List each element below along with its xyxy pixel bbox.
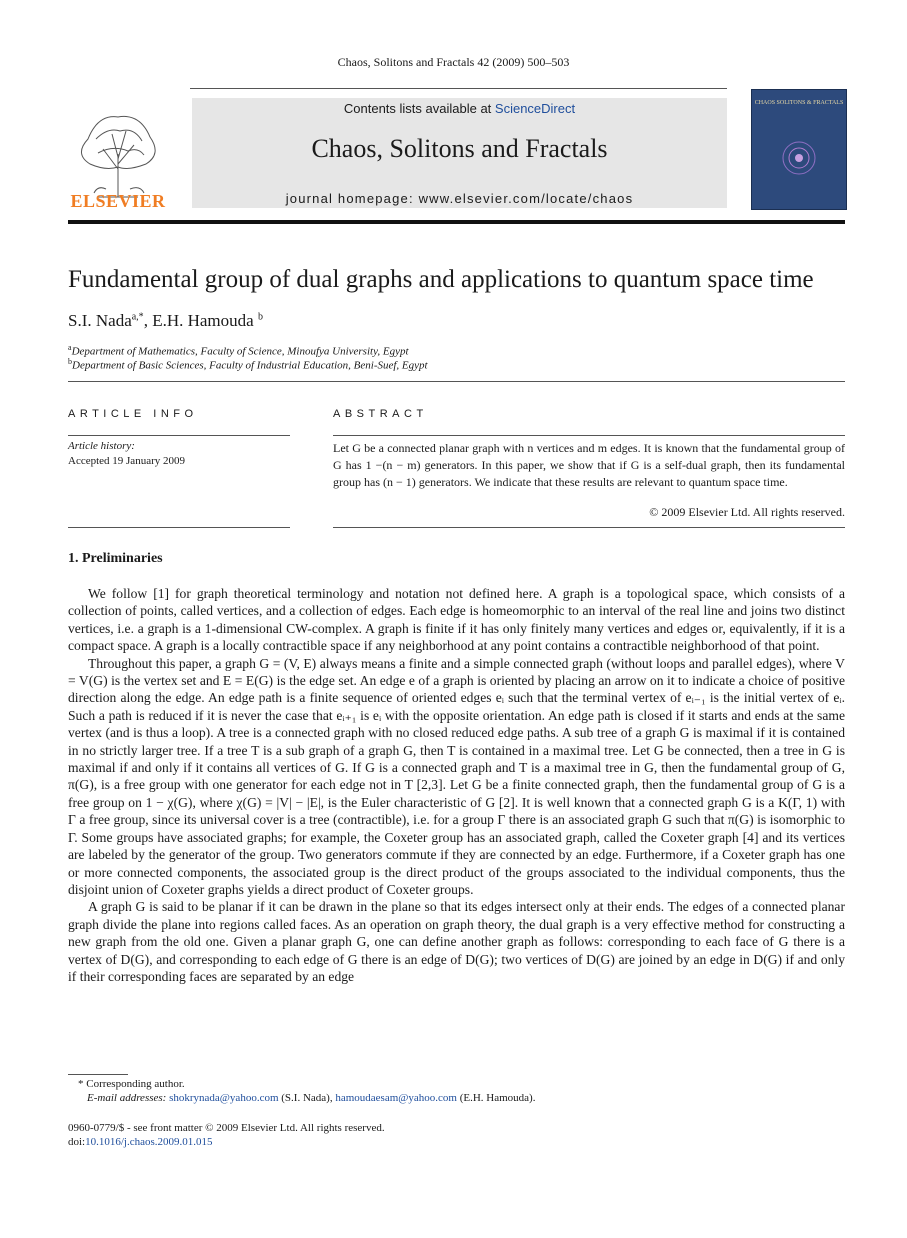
footnote-rule [68, 1074, 128, 1075]
header-top-rule [190, 88, 727, 89]
abstract-copyright: © 2009 Elsevier Ltd. All rights reserved. [649, 505, 845, 519]
info-rule-bottom [68, 527, 290, 528]
email-hamouda-owner: (E.H. Hamouda). [456, 1092, 536, 1104]
affiliation-a-text: Department of Mathematics, Faculty of Science, Minoufya University, Egypt [71, 345, 409, 358]
email-label: E-mail addresses: [87, 1092, 170, 1104]
abstract-rule-bottom [333, 527, 845, 528]
article-info-heading: ARTICLE INFO [68, 408, 198, 420]
doi-line [68, 1136, 213, 1148]
journal-homepage[interactable]: journal homepage: www.elsevier.com/locate/chaos [285, 191, 634, 206]
author-list [68, 311, 263, 331]
contents-prefix: Contents lists available at [343, 101, 495, 116]
header-thick-rule [68, 220, 845, 224]
body-paragraph-1: We follow [1] for graph theoretical terminology and notation not defined here. A graph is a topological space, which consists of a collection of points, called vertices, and a collection of edges. Each edge is homeomorphic to an interval of the real line and joins two distinct vertices, i.e. a graph is a 1-dimensional CW-complex. A graph is finite if it has only finitely many vertices and edges or, equivalently, if it is a compact space. A graph is a locally contractible space if any neighborhood at any point contains a contractible neighborhood of that point. [68, 586, 845, 654]
body-paragraph-2: Throughout this paper, a graph G = (V, E) always means a finite and a simple connected graph (without loops and parallel edges), where V = V(G) is the vertex set and E = E(G) is the edge set. An edge e of a graph is oriented by placing an arrow on it to indicate a choice of positive direction along the edge. An edge path is a finite sequence of oriented edges eᵢ such that the terminal vertex of eᵢ₋₁ is the initial vertex of eᵢ. Such a path is reduced if it is never the case that eᵢ₊₁ is eᵢ with the opposite orientation. An edge path is closed if it starts and ends at the same vertex (and is thus a loop). A tree is a connected graph with no closed reduced edge paths. A sub tree of a graph G is maximal if it is contained in no strictly larger tree. If a tree T is a sub graph of a graph G, then T is contained in a maximal tree. Let G be connected, then a tree in G is maximal if and only if it contains all vertices of G. If G is a connected graph and T is a maximal tree in G, then the fundamental group of G, π(G), is a free group with one generator for each edge not in T [2,3]. Let G be a finite connected graph, then the fundamental group of G is a free group on 1 − χ(G), where χ(G) = |V| − |E|, is the Euler characteristic of G [2]. It is well known that a connected graph G is a K(Γ, 1) with Γ a free group, since its universal cover is a tree (contractible), i.e. for a group Γ there is an associated graph G such that π(G) is isomorphic to Γ. Some groups have associated graphs; for example, the Coxeter group has an associated graph, called the Coxeter graph [4] and its vertices are labeled by the generator of the group. Two generators commute if they are connected by an edge. Furthermore, if a Coxeter graph has one or more connected components, the associated group is the direct product of the groups associated to the individual components, thus the disjoint union of Coxeter graphs yields a direct product of Coxeter groups. [68, 655, 845, 897]
affiliation-a-marker: a [68, 343, 72, 352]
affiliation-b [68, 357, 428, 372]
doi-link[interactable]: 10.1016/j.chaos.2009.01.015 [85, 1136, 213, 1148]
corresponding-author-note: * Corresponding author. [78, 1078, 185, 1090]
publisher-name: ELSEVIER [70, 191, 166, 211]
sciencedirect-link[interactable]: ScienceDirect [494, 101, 576, 116]
affiliation-b-marker: b [68, 357, 72, 366]
journal-citation: Chaos, Solitons and Fractals 42 (2009) 500–503 [337, 55, 570, 69]
journal-header-box [192, 98, 727, 208]
abstract-heading: ABSTRACT [333, 408, 428, 420]
body-paragraph-3: A graph G is said to be planar if it can be drawn in the plane so that its edges intersect only at their ends. The edges of a connected planar graph divide the plane into regions called faces. As an operation on graph theory, the dual graph is a very effective method for constructing a new graph from the old one. Given a planar graph G, one can define another graph as follows: corresponding to each face of G there is a vertex of D(G), and corresponding to each edge of G there is an edge of D(G); two vertices of D(G) are joined by an edge in D(G) if and only if their corresponding faces are separated by an edge [68, 899, 845, 984]
affiliation-a [68, 343, 409, 358]
cover-fractal-graphic [779, 138, 819, 178]
author-separator: , [143, 311, 153, 330]
email-nada-link[interactable]: shokrynada@yahoo.com [169, 1092, 279, 1104]
article-history-value: Accepted 19 January 2009 [68, 455, 185, 467]
email-nada-owner: (S.I. Nada), [278, 1092, 336, 1104]
email-footnote [87, 1092, 535, 1104]
journal-cover-image [751, 89, 847, 210]
abstract-rule-top [333, 435, 845, 436]
doi-label: doi: [68, 1136, 86, 1148]
author-hamouda: E.H. Hamouda [152, 311, 254, 330]
author-hamouda-affil[interactable]: b [257, 311, 263, 323]
affiliation-rule [68, 381, 845, 382]
affiliation-b-text: Department of Basic Sciences, Faculty of Industrial Education, Beni-Suef, Egypt [72, 359, 428, 372]
article-history-label: Article history: [68, 440, 135, 452]
section-heading-preliminaries: 1. Preliminaries [68, 551, 163, 566]
email-hamouda-link[interactable]: hamoudaesam@yahoo.com [335, 1092, 457, 1104]
author-nada-affil[interactable]: a,* [131, 311, 144, 323]
cover-title: CHAOS SOLITONS & FRACTALS [754, 100, 844, 106]
issn-line: 0960-0779/$ - see front matter © 2009 Elsevier Ltd. All rights reserved. [68, 1122, 385, 1134]
journal-name: Chaos, Solitons and Fractals [311, 134, 608, 163]
body-text [68, 585, 845, 985]
author-nada: S.I. Nada [68, 311, 132, 330]
abstract-text: Let G be a connected planar graph with n vertices and m edges. It is known that the fundamental group of G has 1 −(n − m) generators. In this paper, we show that if G is a self-dual graph, then its fundamental group has (n − 1) generators. We indicate that these results are relevant to quantum space time. [333, 441, 845, 489]
article-title: Fundamental group of dual graphs and applications to quantum space time [68, 266, 814, 293]
contents-line [192, 101, 727, 116]
info-rule-top [68, 435, 290, 436]
